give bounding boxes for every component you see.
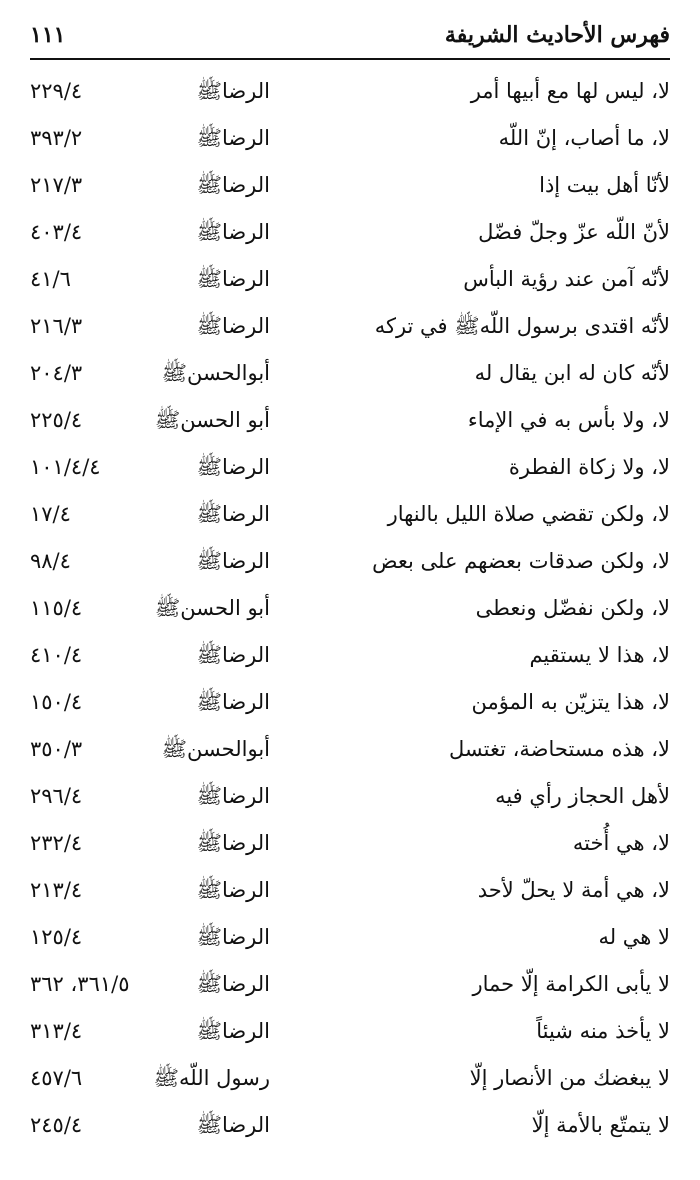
volume-page-reference: ٢٢٩/٤ [30,79,83,103]
volume-page-reference: ٢١٣/٤ [30,878,83,902]
hadith-text: لا، ما أصاب، إنّ اللّه [498,126,670,150]
volume-page-reference: ٢٣٢/٤ [30,831,83,855]
index-entry [30,867,670,914]
page-header [30,18,670,60]
narrator-name: الرضاﷺ [196,643,270,667]
volume-page-reference: ١١٥/٤ [30,596,83,620]
index-entry [30,820,670,867]
hadith-text: لا يأخذ منه شيئاً [536,1019,670,1043]
narrator-name: أبو الحسنﷺ [154,408,270,432]
volume-page-reference: ٤٠٣/٤ [30,220,83,244]
index-page [30,18,670,1149]
narrator-name: الرضاﷺ [196,455,270,479]
volume-page-reference: ٣٥٠/٣ [30,737,83,761]
narrator-name: رسول اللّهﷺ [153,1066,270,1090]
volume-page-reference: ٢١٦/٣ [30,314,83,338]
volume-page-reference: ٣٩٣/٢ [30,126,83,150]
index-entry [30,538,670,585]
hadith-text: لا يتمتّع بالأمة إلّا [531,1113,670,1137]
volume-page-reference: ١٢٥/٤ [30,925,83,949]
hadith-text: لأنّا أهل بيت إذا [539,173,670,197]
narrator-name: الرضاﷺ [196,925,270,949]
narrator-name: الرضاﷺ [196,173,270,197]
hadith-text: لأنّ اللّه عزّ وجلّ فضّل [478,220,670,244]
volume-page-reference: ٣١٣/٤ [30,1019,83,1043]
volume-page-reference: ٩٨/٤ [30,549,71,573]
volume-page-reference: ٤١/٦ [30,267,71,291]
hadith-text: لا، هي أُخته [572,831,670,855]
index-entry [30,961,670,1008]
index-entry [30,773,670,820]
narrator-name: الرضاﷺ [196,831,270,855]
index-entry [30,1102,670,1149]
page-title: فهرس الأحاديث الشريفة [444,22,670,48]
index-entry [30,397,670,444]
volume-page-reference: ٢٠٤/٣ [30,361,83,385]
volume-page-reference: ٢١٧/٣ [30,173,83,197]
narrator-name: الرضاﷺ [196,126,270,150]
hadith-text: لا، ولكن صدقات بعضهم على بعض [372,549,670,573]
index-entry [30,303,670,350]
index-entry [30,209,670,256]
narrator-name: الرضاﷺ [196,79,270,103]
volume-page-reference: ٢٩٦/٤ [30,784,83,808]
index-entry [30,632,670,679]
hadith-text: لا، هي أمة لا يحلّ لأحد [477,878,670,902]
narrator-name: الرضاﷺ [196,1019,270,1043]
index-entry [30,1055,670,1102]
narrator-name: الرضاﷺ [196,267,270,291]
hadith-text: لا، ولكن تقضي صلاة الليل بالنهار [387,502,670,526]
index-entry [30,256,670,303]
hadith-text: لأنّه آمن عند رؤية البأس [463,267,670,291]
hadith-text: لا، هذه مستحاضة، تغتسل [449,737,670,761]
narrator-name: الرضاﷺ [196,549,270,573]
hadith-text: لا يأبى الكرامة إلّا حمار [472,972,670,996]
hadith-text: لأنّه اقتدى برسول اللّهﷺ في تركه [374,314,670,338]
narrator-name: الرضاﷺ [196,972,270,996]
index-entry [30,115,670,162]
hadith-index-list [30,68,670,1149]
volume-page-reference: ١٧/٤ [30,502,71,526]
hadith-text: لا، ليس لها مع أبيها أمر [470,79,670,103]
index-entry [30,68,670,115]
hadith-text: لا يبغضك من الأنصار إلّا [469,1066,670,1090]
index-entry [30,679,670,726]
hadith-text: لأنّه كان له ابن يقال له [474,361,670,385]
index-entry [30,1008,670,1055]
index-entry [30,162,670,209]
index-entry [30,444,670,491]
hadith-text: لا، ولا زكاة الفطرة [508,455,670,479]
volume-page-reference: ٣٦١/٥، ٣٦٢ [30,972,130,996]
hadith-text: لا، ولا بأس به في الإماء [467,408,670,432]
narrator-name: الرضاﷺ [196,690,270,714]
hadith-text: لا، هذا يتزيّن به المؤمن [471,690,670,714]
index-entry [30,726,670,773]
page-number: ١١١ [30,22,66,48]
narrator-name: الرضاﷺ [196,314,270,338]
hadith-text: لا، ولكن نفضّل ونعطى [475,596,670,620]
volume-page-reference: ٢٤٥/٤ [30,1113,83,1137]
hadith-text: لا، هذا لا يستقيم [529,643,670,667]
narrator-name: أبو الحسنﷺ [154,596,270,620]
narrator-name: أبوالحسنﷺ [161,737,270,761]
index-entry [30,914,670,961]
index-entry [30,350,670,397]
index-entry [30,585,670,632]
narrator-name: الرضاﷺ [196,878,270,902]
narrator-name: أبوالحسنﷺ [161,361,270,385]
volume-page-reference: ٤١٠/٤ [30,643,83,667]
volume-page-reference: ١٥٠/٤ [30,690,83,714]
hadith-text: لا هي له [598,925,670,949]
volume-page-reference: ٢٢٥/٤ [30,408,83,432]
narrator-name: الرضاﷺ [196,502,270,526]
hadith-text: لأهل الحجاز رأي فيه [495,784,670,808]
volume-page-reference: ٤٥٧/٦ [30,1066,83,1090]
narrator-name: الرضاﷺ [196,1113,270,1137]
volume-page-reference: ١٠١/٤/٤ [30,455,101,479]
narrator-name: الرضاﷺ [196,784,270,808]
index-entry [30,491,670,538]
narrator-name: الرضاﷺ [196,220,270,244]
